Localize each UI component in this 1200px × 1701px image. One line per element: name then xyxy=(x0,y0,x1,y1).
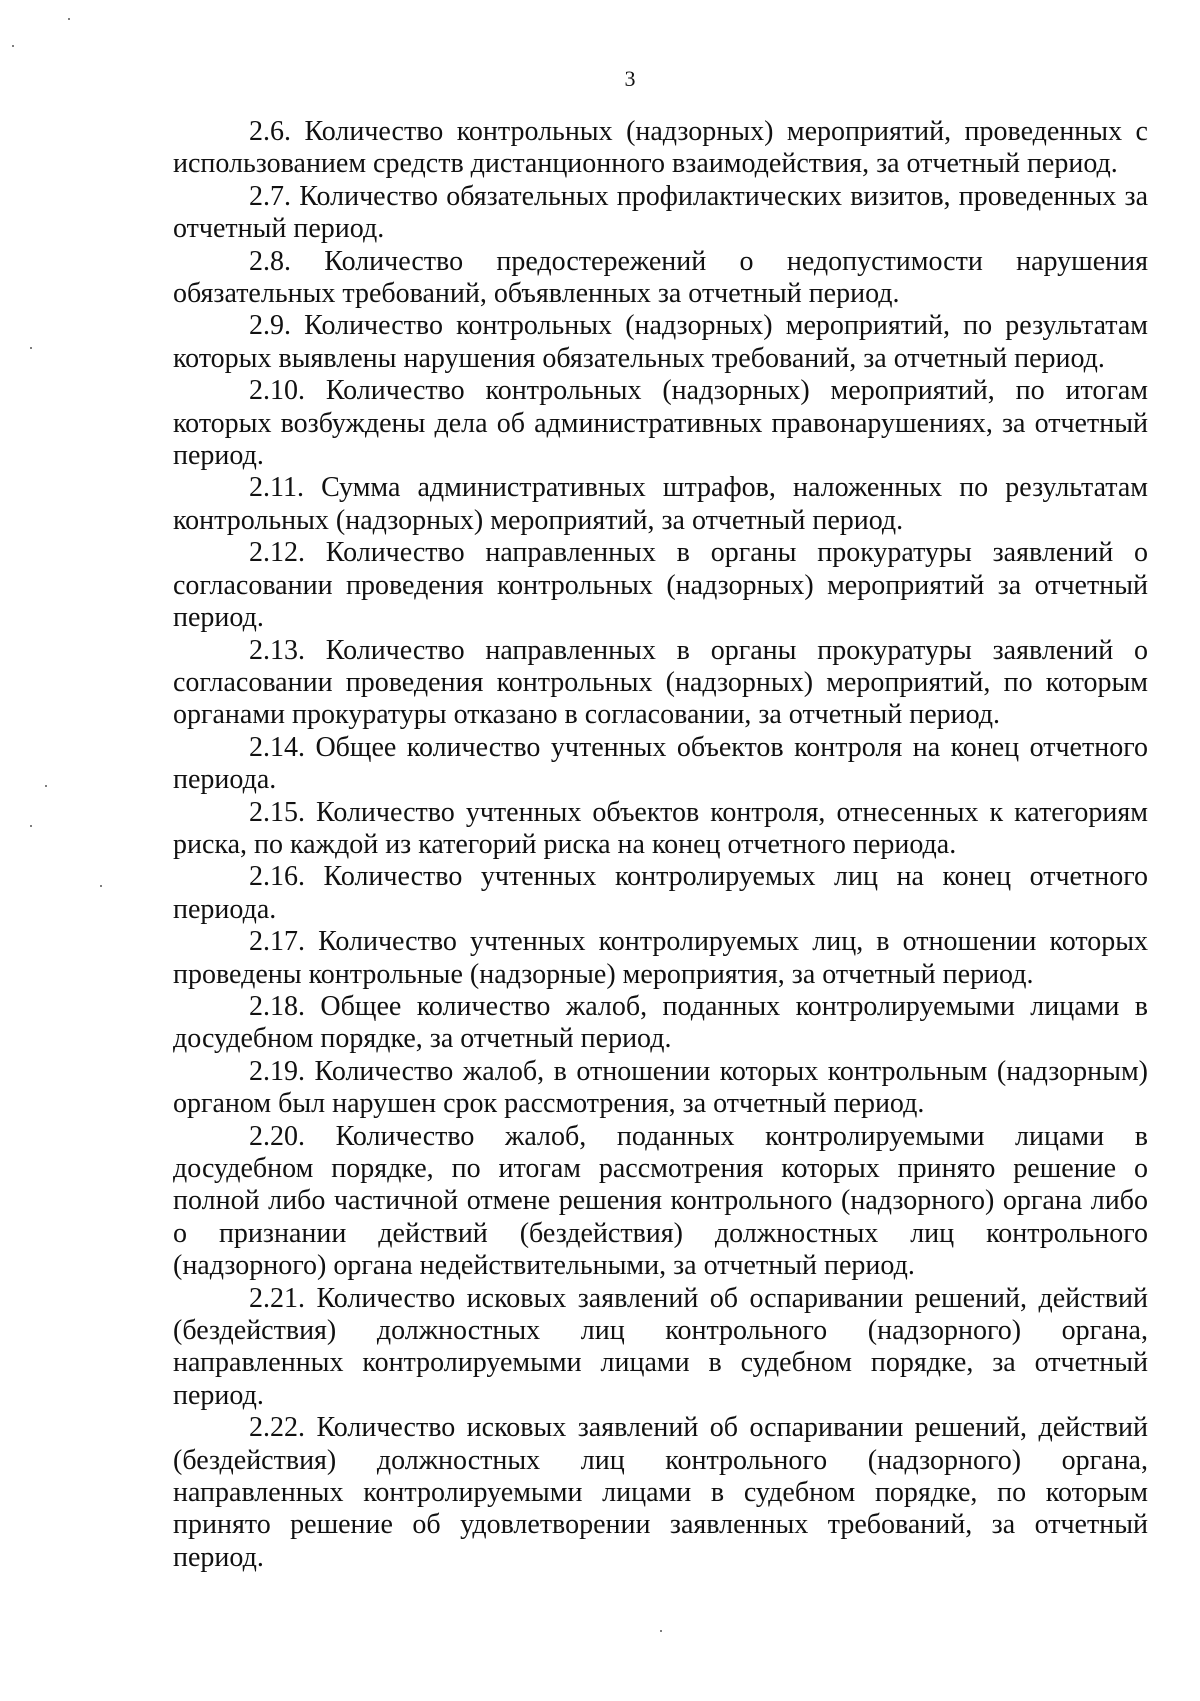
paragraph-2-9: 2.9. Количество контрольных (надзорных) мероприятий, по результатам которых выявлены нарушения обязательных требований, за отчетный период. xyxy=(173,310,1148,374)
paragraph-2-10: 2.10. Количество контрольных (надзорных) мероприятий, по итогам которых возбуждены дела об административных правонарушениях, за отчетный период. xyxy=(173,375,1148,472)
scan-speck xyxy=(12,45,14,47)
paragraph-2-16: 2.16. Количество учтенных контролируемых лиц на конец отчетного периода. xyxy=(173,861,1148,925)
paragraph-2-19: 2.19. Количество жалоб, в отношении которых контрольным (надзорным) органом был нарушен срок рассмотрения, за отчетный период. xyxy=(173,1055,1148,1120)
paragraph-2-6: 2.6. Количество контрольных (надзорных) мероприятий, проведенных с использованием средств дистанционного взаимодействия, за отчетный период. xyxy=(173,116,1148,180)
paragraph-2-21: 2.21. Количество исковых заявлений об оспаривании решений, действий (бездействия) должностных лиц контрольного (надзорного) органа, направленных контролируемыми лицами в судебном порядке, за отчетный период. xyxy=(173,1282,1148,1411)
page-number: 3 xyxy=(624,66,636,91)
paragraph-2-20: 2.20. Количество жалоб, поданных контролируемыми лицами в досудебном порядке, по итогам рассмотрения которых принято решение о полной либо частичной отмене решения контрольного (надзорного) органа либо о признании действий (бездействия) должностных лиц контрольного (надзорного) органа недействительными, за отчетный период. xyxy=(173,1120,1148,1282)
scan-speck xyxy=(45,785,47,787)
paragraph-2-8: 2.8. Количество предостережений о недопустимости нарушения обязательных требований, объявленных за отчетный период. xyxy=(173,245,1148,310)
paragraph-2-18: 2.18. Общее количество жалоб, поданных контролируемыми лицами в досудебном порядке, за отчетный период. xyxy=(173,990,1148,1055)
scan-speck xyxy=(30,347,32,349)
scan-speck xyxy=(100,885,102,887)
scan-speck xyxy=(68,18,70,20)
paragraph-2-22: 2.22. Количество исковых заявлений об оспаривании решений, действий (бездействия) должностных лиц контрольного (надзорного) органа, направленных контролируемыми лицами в судебном порядке, по которым принято решение об удовлетворении заявленных требований, за отчетный период. xyxy=(173,1412,1148,1573)
scan-speck xyxy=(30,825,32,827)
paragraph-2-12: 2.12. Количество направленных в органы прокуратуры заявлений о согласовании проведения контрольных (надзорных) мероприятий за отчетный период. xyxy=(173,537,1148,634)
document-body xyxy=(173,116,1148,1574)
paragraph-2-17: 2.17. Количество учтенных контролируемых лиц, в отношении которых проведены контрольные (надзорные) мероприятия, за отчетный период. xyxy=(173,926,1148,990)
paragraph-2-11: 2.11. Сумма административных штрафов, наложенных по результатам контрольных (надзорных) мероприятий, за отчетный период. xyxy=(173,472,1148,536)
paragraph-2-14: 2.14. Общее количество учтенных объектов контроля на конец отчетного периода. xyxy=(173,731,1148,796)
paragraph-2-7: 2.7. Количество обязательных профилактических визитов, проведенных за отчетный период. xyxy=(173,180,1148,245)
paragraph-2-15: 2.15. Количество учтенных объектов контроля, отнесенных к категориям риска, по каждой из категорий риска на конец отчетного периода. xyxy=(173,796,1148,860)
paragraph-2-13: 2.13. Количество направленных в органы прокуратуры заявлений о согласовании проведения контрольных (надзорных) мероприятий, по которым органами прокуратуры отказано в согласовании, за отчетный период. xyxy=(173,634,1148,731)
scan-speck xyxy=(660,1630,662,1632)
